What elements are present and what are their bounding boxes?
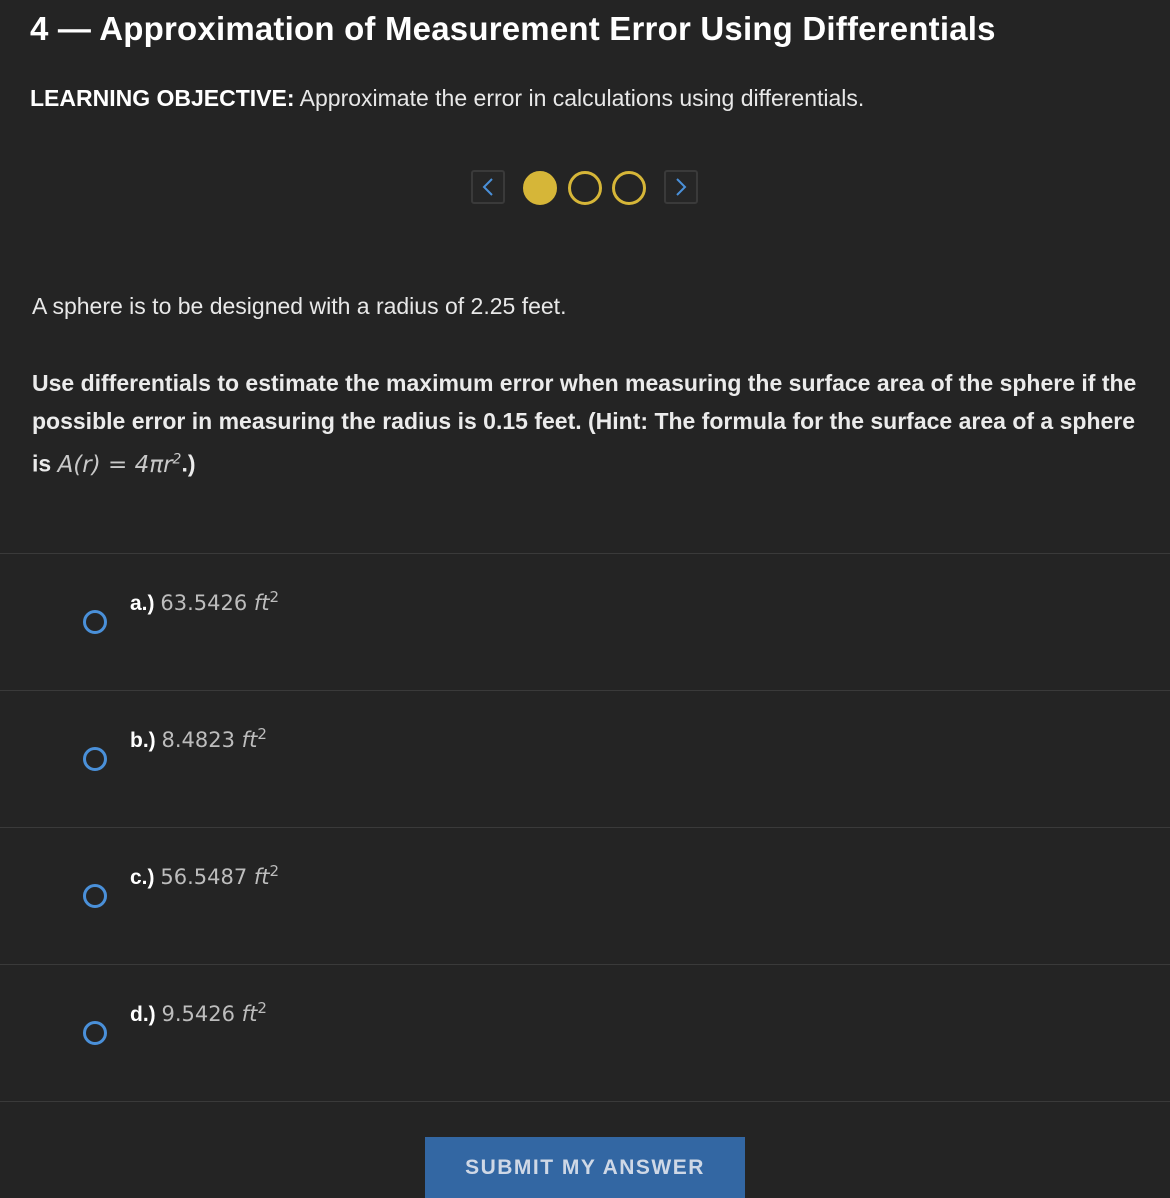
choice-value (161, 725, 267, 752)
choice-number: 9.5426 (161, 1002, 235, 1026)
choice-text-c (130, 862, 279, 890)
question-prompt (32, 364, 1152, 484)
formula-text: A(r) = 4πr (57, 451, 173, 478)
objective-text: Approximate the error in calculations using differentials. (299, 85, 865, 111)
choice-value (160, 588, 280, 615)
page-dot-2[interactable] (568, 171, 602, 205)
choice-number: 56.5487 (160, 865, 248, 889)
page-title: 4 — Approximation of Measurement Error Using Differentials (30, 10, 996, 47)
choice-unit (241, 725, 267, 752)
unit-text: ft (241, 728, 258, 752)
radio-button-d[interactable] (83, 1021, 107, 1045)
question-intro: A sphere is to be designed with a radius of 2.25 feet. (32, 293, 567, 319)
unit-exponent: 2 (257, 999, 267, 1017)
answer-choice-d[interactable] (0, 965, 1170, 1101)
next-question-button[interactable] (664, 170, 698, 204)
choice-text-b (130, 725, 267, 753)
choice-unit (253, 862, 280, 889)
unit-text: ft (253, 591, 270, 615)
page-dot-3[interactable] (612, 171, 646, 205)
chevron-left-icon (481, 177, 495, 197)
choice-value (161, 999, 267, 1026)
formula (58, 452, 182, 478)
divider (0, 1101, 1170, 1102)
learning-objective (30, 85, 864, 112)
question-pager (471, 168, 699, 208)
radio-button-a[interactable] (83, 610, 107, 634)
unit-text: ft (253, 865, 270, 889)
choice-number: 8.4823 (161, 728, 235, 752)
radio-button-c[interactable] (83, 884, 107, 908)
choice-unit (253, 588, 280, 615)
page-dot-1[interactable] (523, 171, 557, 205)
submit-answer-button[interactable]: SUBMIT MY ANSWER (425, 1137, 745, 1198)
answer-choice-b[interactable] (0, 691, 1170, 827)
objective-label: LEARNING OBJECTIVE: (30, 85, 295, 111)
chevron-right-icon (674, 177, 688, 197)
formula-exponent: 2 (172, 451, 182, 467)
choice-value (160, 862, 280, 889)
unit-exponent: 2 (269, 862, 280, 880)
unit-text: ft (241, 1002, 258, 1026)
unit-exponent: 2 (257, 725, 267, 743)
choice-letter: d.) (130, 1003, 156, 1026)
choice-letter: a.) (130, 592, 155, 615)
choice-unit (241, 999, 267, 1026)
choice-text-d (130, 999, 267, 1027)
answer-choice-a[interactable] (0, 554, 1170, 690)
previous-question-button[interactable] (471, 170, 505, 204)
question-prompt-text: Use differentials to estimate the maximum error when measuring the surface area of the sphere if the possible error in measuring the radius is 0.15 feet. (Hint: The formula for the surface area of a sphere is (32, 370, 1137, 477)
question-prompt-end: .) (181, 450, 196, 477)
answer-choice-c[interactable] (0, 828, 1170, 964)
radio-button-b[interactable] (83, 747, 107, 771)
choice-text-a (130, 588, 279, 616)
unit-exponent: 2 (269, 588, 280, 606)
choice-letter: b.) (130, 729, 156, 752)
choice-number: 63.5426 (160, 591, 248, 615)
choice-letter: c.) (130, 866, 155, 889)
